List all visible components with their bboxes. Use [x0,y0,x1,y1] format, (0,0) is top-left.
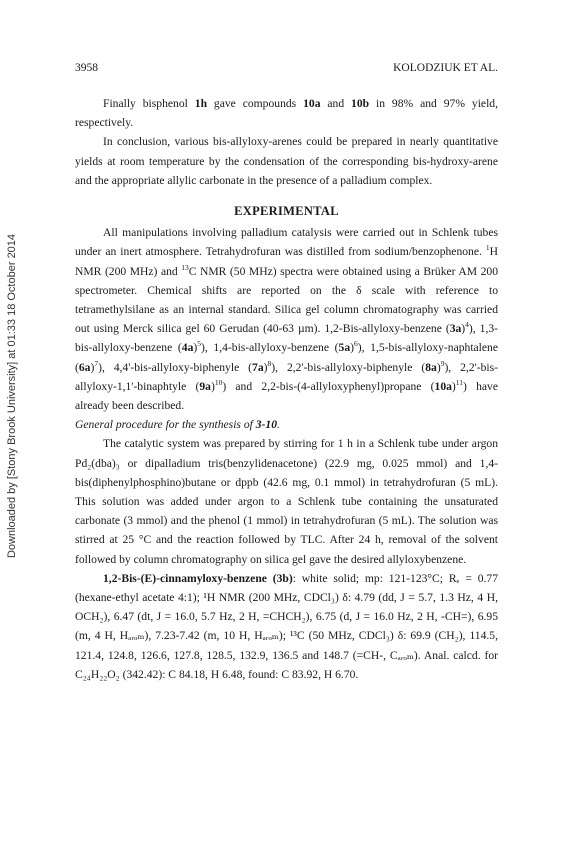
paragraph-experimental: All manipulations involving palladium catalysis were carried out in Schlenk tubes under an inert atmosphere. Tetrahydrofuran was distilled from sodium/benzophenone. $^1$H NMR (200 MHz) and $^{13}$C NMR (50 MHz) spectra were obtained using a Brüker AM 200 spectrometer. Chemical shifts are reported on the δ scale with reference to tetramethylsilane as an internal standard. Silica gel column chromatography was carried out using Merck silica gel 60 Gerudan (40-63 µm). 1,2-Bis-allyloxy-benzene $(3a)^4$), 1,3-bis-allyloxy-benzene $(4a)^5$), 1,4-bis-allyloxy-benzene $(5a)^6$), 1,5-bis-allyloxy-naphtalene $(6a)^7$), 4,4'-bis-allyloxy-biphenyle $(7a)^8$), 2,2'-bis-allyloxy-biphenyle $(8a)^9$), 2,2'-bis-allyloxy-1,1'-binaphtyle $(9a)^{10}$) and 2,2-bis-(4-allyloxyphenyl)propane $(10a)^{11}$) have already been described. [75,226,499,413]
procedure-heading: General procedure for the synthesis of 3-10. [75,418,280,432]
paragraph-compound-3b: 1,2-Bis-(E)-cinnamyloxy-benzene (3b): white solid; mp: 121-123°C; Rₑ = 0.77 (hexane-ethyl acetate 4:1); ¹H NMR (200 MHz, CDCl₃) δ: 4.79 (dd, J = 5.7, 1.3 Hz, 4 H, OCH₂), 6.47 (dt, J = 16.0, 5.7 Hz, 2 H, =CHCH₂), 6.75 (d, J = 16.0 Hz, 2 H, -CH=), 6.95 (m, 4 H, Hₐᵣₒₘ), 7.23-7.42 (m, 10 H, Hₐᵣₒₘ); ¹³C (50 MHz, CDCl₃) δ: 69.9 (CH₂), 114.5, 121.4, 124.8, 126.6, 127.8, 128.5, 132.9, 136.5 and 148.7 (=CH-, Cₐᵣₒₘ). Anal. calcd. for C₂₄H₂₂O₂ (342.42): C 84.18, H 6.48, found: C 83.92, H 6.70. [75,571,498,681]
download-notice-sidebar [2,186,22,606]
paragraph-procedure: The catalytic system was prepared by stirring for 1 h in a Schlenk tube under argon Pd₂(dba)₃ or dipalladium tris(benzylidenacetone) (22.9 mg, 0.025 mmol) and 1,4-bis(diphenylphosphino)butane or dppb (42.6 mg, 0.1 mmol) in tetrahydrofuran (5 mL). This solution was added under argon to a Schlenk tube containing the unsaturated carbonate (3 mmol) and the phenol (1 mmol) in tetrahydrofuran (5 mL). The solution was stirred at 25 °C and the reaction followed by TLC. After 24 h, removal of the solvent followed by column chromatography on silica gel gave the desired allyloxybenzene. [75,437,498,566]
page-body [75,94,498,684]
download-notice: Downloaded by [Stony Brook University] at 01:33 18 October 2014 [6,233,18,559]
section-title-experimental: EXPERIMENTAL [234,204,339,219]
paragraph-conclusion: In conclusion, various bis-allyloxy-arenes could be prepared in nearly quantitative yields at room temperature by the condensation of the corresponding bis-hydroxy-arene and the appropriate allylic carbonate in the presence of a palladium complex. [75,135,498,187]
running-head: KOLODZIUK ET AL. [393,62,498,74]
paragraph-yield: Finally bisphenol 1h gave compounds 10a and 10b in 98% and 97% yield, respectively. [75,97,498,130]
page-number: 3958 [75,62,98,74]
